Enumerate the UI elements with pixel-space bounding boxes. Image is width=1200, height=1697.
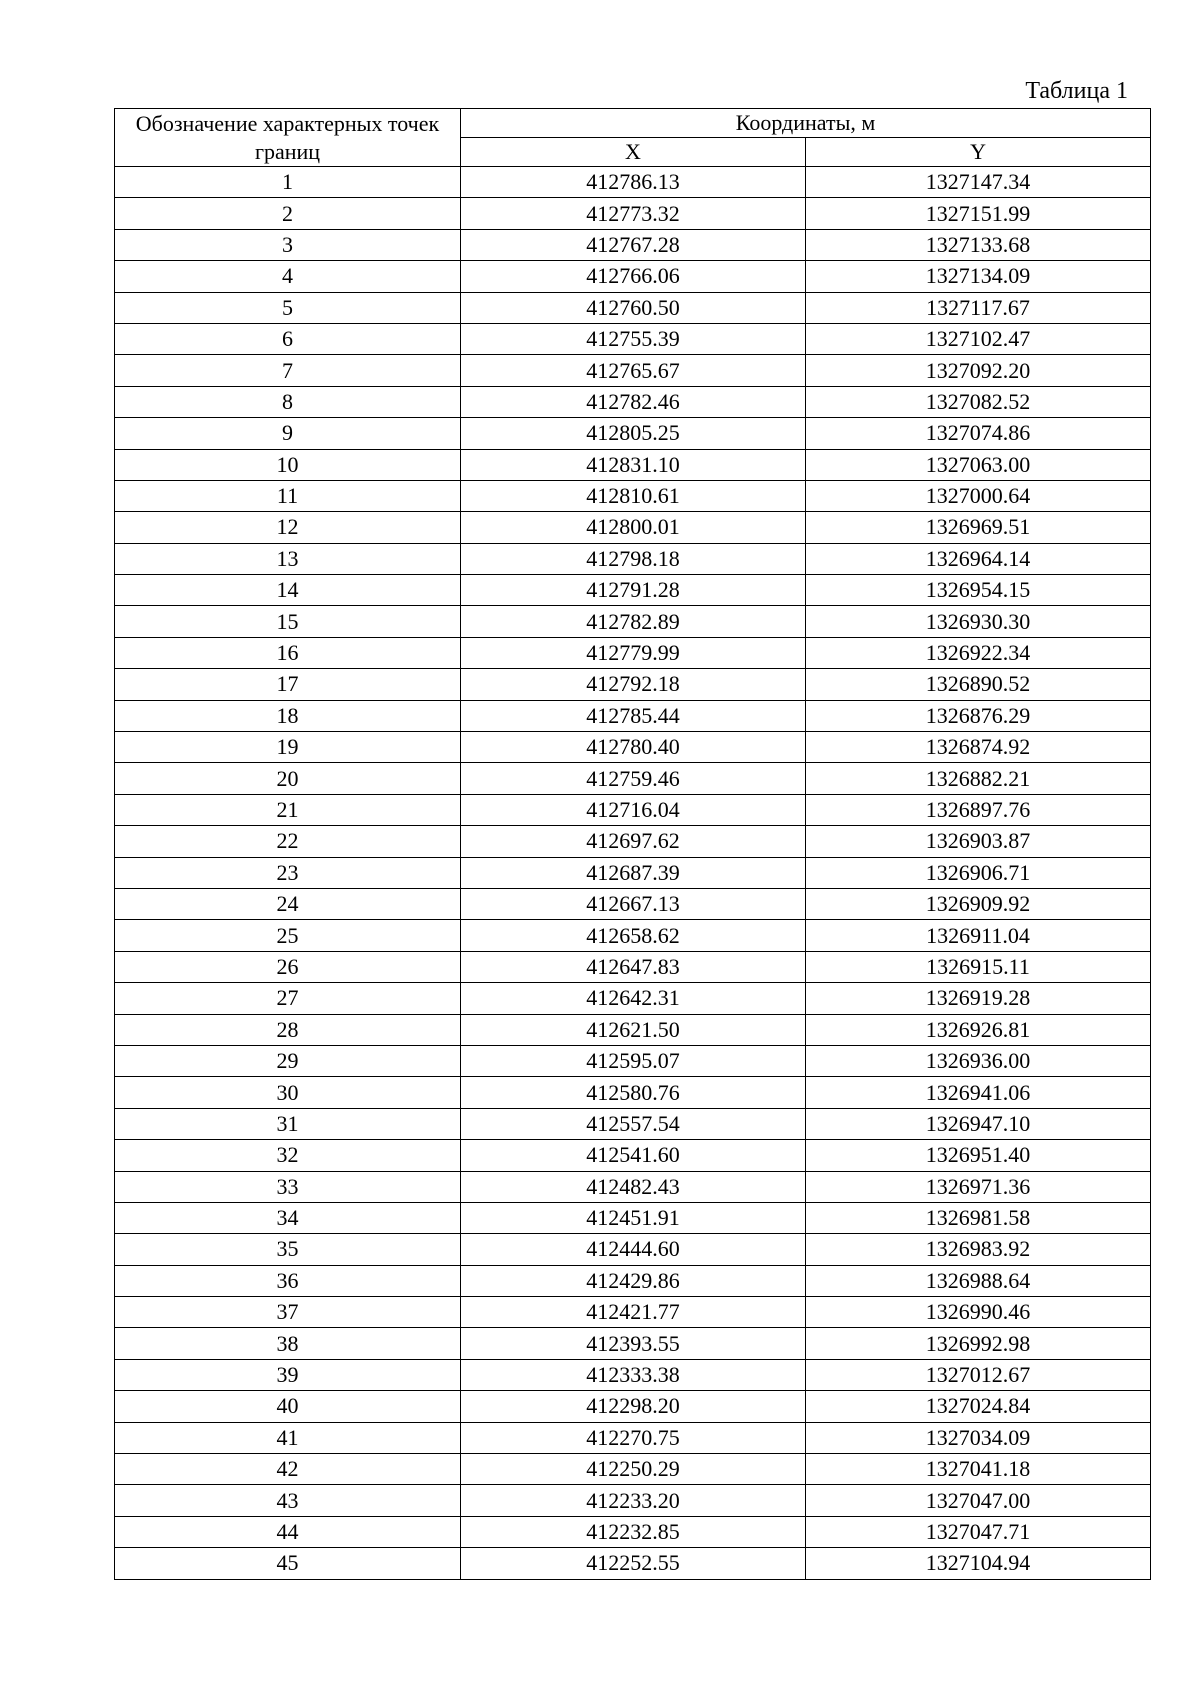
y-coordinate-cell: 1326936.00 (806, 1045, 1151, 1076)
point-number-cell: 38 (115, 1328, 461, 1359)
y-coordinate-cell: 1327063.00 (806, 449, 1151, 480)
y-coordinate-cell: 1327102.47 (806, 323, 1151, 354)
point-number-cell: 28 (115, 1014, 461, 1045)
point-number-cell: 44 (115, 1516, 461, 1547)
table-row (115, 229, 1151, 260)
point-number-cell: 3 (115, 229, 461, 260)
x-coordinate-cell: 412800.01 (461, 512, 806, 543)
table-row (115, 951, 1151, 982)
x-coordinate-cell: 412580.76 (461, 1077, 806, 1108)
point-number-cell: 18 (115, 700, 461, 731)
table-caption: Таблица 1 (1025, 78, 1128, 104)
x-coordinate-cell: 412233.20 (461, 1485, 806, 1516)
point-number-cell: 23 (115, 857, 461, 888)
point-number-cell: 25 (115, 920, 461, 951)
x-coordinate-cell: 412782.46 (461, 386, 806, 417)
point-number-cell: 1 (115, 167, 461, 198)
y-coordinate-cell: 1327000.64 (806, 480, 1151, 511)
y-coordinate-cell: 1326874.92 (806, 732, 1151, 763)
point-number-cell: 31 (115, 1108, 461, 1139)
point-number-cell: 42 (115, 1454, 461, 1485)
y-coordinate-cell: 1326909.92 (806, 888, 1151, 919)
x-coordinate-cell: 412250.29 (461, 1454, 806, 1485)
table-row (115, 1077, 1151, 1108)
y-coordinate-cell: 1327151.99 (806, 198, 1151, 229)
table-row (115, 1548, 1151, 1579)
y-coordinate-cell: 1326969.51 (806, 512, 1151, 543)
y-coordinate-cell: 1326906.71 (806, 857, 1151, 888)
header-boundary-points: Обозначение характерных точек границ (115, 109, 461, 167)
table-row (115, 1045, 1151, 1076)
x-coordinate-cell: 412697.62 (461, 826, 806, 857)
point-number-cell: 36 (115, 1265, 461, 1296)
y-coordinate-cell: 1326919.28 (806, 983, 1151, 1014)
point-number-cell: 41 (115, 1422, 461, 1453)
point-number-cell: 37 (115, 1297, 461, 1328)
x-coordinate-cell: 412429.86 (461, 1265, 806, 1296)
y-coordinate-cell: 1327133.68 (806, 229, 1151, 260)
header-x: X (461, 138, 806, 167)
x-coordinate-cell: 412667.13 (461, 888, 806, 919)
table-row (115, 1359, 1151, 1390)
x-coordinate-cell: 412810.61 (461, 480, 806, 511)
table-row (115, 1516, 1151, 1547)
x-coordinate-cell: 412298.20 (461, 1391, 806, 1422)
x-coordinate-cell: 412755.39 (461, 323, 806, 354)
x-coordinate-cell: 412557.54 (461, 1108, 806, 1139)
y-coordinate-cell: 1326971.36 (806, 1171, 1151, 1202)
point-number-cell: 24 (115, 888, 461, 919)
point-number-cell: 39 (115, 1359, 461, 1390)
table-row (115, 1202, 1151, 1233)
table-row (115, 1328, 1151, 1359)
table-row (115, 763, 1151, 794)
x-coordinate-cell: 412658.62 (461, 920, 806, 951)
y-coordinate-cell: 1326903.87 (806, 826, 1151, 857)
x-coordinate-cell: 412451.91 (461, 1202, 806, 1233)
y-coordinate-cell: 1327117.67 (806, 292, 1151, 323)
table-row (115, 1391, 1151, 1422)
y-coordinate-cell: 1327134.09 (806, 261, 1151, 292)
table-row (115, 1014, 1151, 1045)
table-row (115, 1454, 1151, 1485)
table-row (115, 888, 1151, 919)
x-coordinate-cell: 412792.18 (461, 669, 806, 700)
point-number-cell: 5 (115, 292, 461, 323)
table-row (115, 480, 1151, 511)
x-coordinate-cell: 412779.99 (461, 637, 806, 668)
point-number-cell: 29 (115, 1045, 461, 1076)
x-coordinate-cell: 412482.43 (461, 1171, 806, 1202)
x-coordinate-cell: 412232.85 (461, 1516, 806, 1547)
table-row (115, 857, 1151, 888)
point-number-cell: 4 (115, 261, 461, 292)
x-coordinate-cell: 412782.89 (461, 606, 806, 637)
y-coordinate-cell: 1327024.84 (806, 1391, 1151, 1422)
point-number-cell: 15 (115, 606, 461, 637)
table-row (115, 1485, 1151, 1516)
point-number-cell: 8 (115, 386, 461, 417)
y-coordinate-cell: 1327082.52 (806, 386, 1151, 417)
y-coordinate-cell: 1326922.34 (806, 637, 1151, 668)
x-coordinate-cell: 412621.50 (461, 1014, 806, 1045)
x-coordinate-cell: 412541.60 (461, 1140, 806, 1171)
y-coordinate-cell: 1327104.94 (806, 1548, 1151, 1579)
point-number-cell: 6 (115, 323, 461, 354)
point-number-cell: 34 (115, 1202, 461, 1233)
y-coordinate-cell: 1326947.10 (806, 1108, 1151, 1139)
point-number-cell: 26 (115, 951, 461, 982)
y-coordinate-cell: 1327147.34 (806, 167, 1151, 198)
y-coordinate-cell: 1326983.92 (806, 1234, 1151, 1265)
y-coordinate-cell: 1326981.58 (806, 1202, 1151, 1233)
y-coordinate-cell: 1327074.86 (806, 418, 1151, 449)
y-coordinate-cell: 1326915.11 (806, 951, 1151, 982)
table-row (115, 198, 1151, 229)
table-row (115, 637, 1151, 668)
x-coordinate-cell: 412647.83 (461, 951, 806, 982)
table-row (115, 292, 1151, 323)
table-row (115, 261, 1151, 292)
table-row (115, 826, 1151, 857)
x-coordinate-cell: 412687.39 (461, 857, 806, 888)
x-coordinate-cell: 412252.55 (461, 1548, 806, 1579)
point-number-cell: 32 (115, 1140, 461, 1171)
point-number-cell: 10 (115, 449, 461, 480)
y-coordinate-cell: 1326954.15 (806, 575, 1151, 606)
coordinates-table (114, 108, 1151, 1580)
table-row (115, 1171, 1151, 1202)
table-row (115, 167, 1151, 198)
table-row (115, 1234, 1151, 1265)
y-coordinate-cell: 1326897.76 (806, 794, 1151, 825)
point-number-cell: 30 (115, 1077, 461, 1108)
x-coordinate-cell: 412393.55 (461, 1328, 806, 1359)
table-row (115, 512, 1151, 543)
y-coordinate-cell: 1326926.81 (806, 1014, 1151, 1045)
table-row (115, 732, 1151, 763)
y-coordinate-cell: 1326941.06 (806, 1077, 1151, 1108)
x-coordinate-cell: 412270.75 (461, 1422, 806, 1453)
header-y: Y (806, 138, 1151, 167)
x-coordinate-cell: 412773.32 (461, 198, 806, 229)
y-coordinate-cell: 1327041.18 (806, 1454, 1151, 1485)
point-number-cell: 14 (115, 575, 461, 606)
table-row (115, 983, 1151, 1014)
point-number-cell: 45 (115, 1548, 461, 1579)
table-row (115, 1108, 1151, 1139)
table-row (115, 1297, 1151, 1328)
x-coordinate-cell: 412786.13 (461, 167, 806, 198)
table-row (115, 794, 1151, 825)
y-coordinate-cell: 1326876.29 (806, 700, 1151, 731)
x-coordinate-cell: 412798.18 (461, 543, 806, 574)
table-row (115, 355, 1151, 386)
point-number-cell: 27 (115, 983, 461, 1014)
x-coordinate-cell: 412333.38 (461, 1359, 806, 1390)
x-coordinate-cell: 412831.10 (461, 449, 806, 480)
y-coordinate-cell: 1327047.00 (806, 1485, 1151, 1516)
point-number-cell: 2 (115, 198, 461, 229)
point-number-cell: 17 (115, 669, 461, 700)
y-coordinate-cell: 1327047.71 (806, 1516, 1151, 1547)
y-coordinate-cell: 1326988.64 (806, 1265, 1151, 1296)
x-coordinate-cell: 412791.28 (461, 575, 806, 606)
table-row (115, 418, 1151, 449)
table-row (115, 386, 1151, 417)
point-number-cell: 11 (115, 480, 461, 511)
x-coordinate-cell: 412444.60 (461, 1234, 806, 1265)
y-coordinate-cell: 1326964.14 (806, 543, 1151, 574)
table-row (115, 543, 1151, 574)
y-coordinate-cell: 1327034.09 (806, 1422, 1151, 1453)
table-row (115, 606, 1151, 637)
point-number-cell: 12 (115, 512, 461, 543)
table-row (115, 1140, 1151, 1171)
x-coordinate-cell: 412805.25 (461, 418, 806, 449)
point-number-cell: 35 (115, 1234, 461, 1265)
point-number-cell: 7 (115, 355, 461, 386)
x-coordinate-cell: 412759.46 (461, 763, 806, 794)
point-number-cell: 43 (115, 1485, 461, 1516)
y-coordinate-cell: 1326990.46 (806, 1297, 1151, 1328)
x-coordinate-cell: 412766.06 (461, 261, 806, 292)
point-number-cell: 13 (115, 543, 461, 574)
table-body (115, 167, 1151, 1580)
table-row (115, 1265, 1151, 1296)
table-row (115, 920, 1151, 951)
point-number-cell: 16 (115, 637, 461, 668)
y-coordinate-cell: 1326911.04 (806, 920, 1151, 951)
point-number-cell: 22 (115, 826, 461, 857)
header-coordinates: Координаты, м (461, 109, 1151, 138)
y-coordinate-cell: 1326951.40 (806, 1140, 1151, 1171)
y-coordinate-cell: 1327012.67 (806, 1359, 1151, 1390)
x-coordinate-cell: 412642.31 (461, 983, 806, 1014)
table-header (115, 109, 1151, 167)
point-number-cell: 20 (115, 763, 461, 794)
table-row (115, 1422, 1151, 1453)
y-coordinate-cell: 1326890.52 (806, 669, 1151, 700)
x-coordinate-cell: 412421.77 (461, 1297, 806, 1328)
table-row (115, 323, 1151, 354)
table-row (115, 575, 1151, 606)
x-coordinate-cell: 412716.04 (461, 794, 806, 825)
x-coordinate-cell: 412595.07 (461, 1045, 806, 1076)
x-coordinate-cell: 412760.50 (461, 292, 806, 323)
y-coordinate-cell: 1327092.20 (806, 355, 1151, 386)
point-number-cell: 40 (115, 1391, 461, 1422)
x-coordinate-cell: 412780.40 (461, 732, 806, 763)
point-number-cell: 21 (115, 794, 461, 825)
table-row (115, 669, 1151, 700)
point-number-cell: 9 (115, 418, 461, 449)
point-number-cell: 33 (115, 1171, 461, 1202)
point-number-cell: 19 (115, 732, 461, 763)
y-coordinate-cell: 1326992.98 (806, 1328, 1151, 1359)
x-coordinate-cell: 412785.44 (461, 700, 806, 731)
y-coordinate-cell: 1326882.21 (806, 763, 1151, 794)
table-row (115, 449, 1151, 480)
x-coordinate-cell: 412767.28 (461, 229, 806, 260)
x-coordinate-cell: 412765.67 (461, 355, 806, 386)
y-coordinate-cell: 1326930.30 (806, 606, 1151, 637)
table-row (115, 700, 1151, 731)
